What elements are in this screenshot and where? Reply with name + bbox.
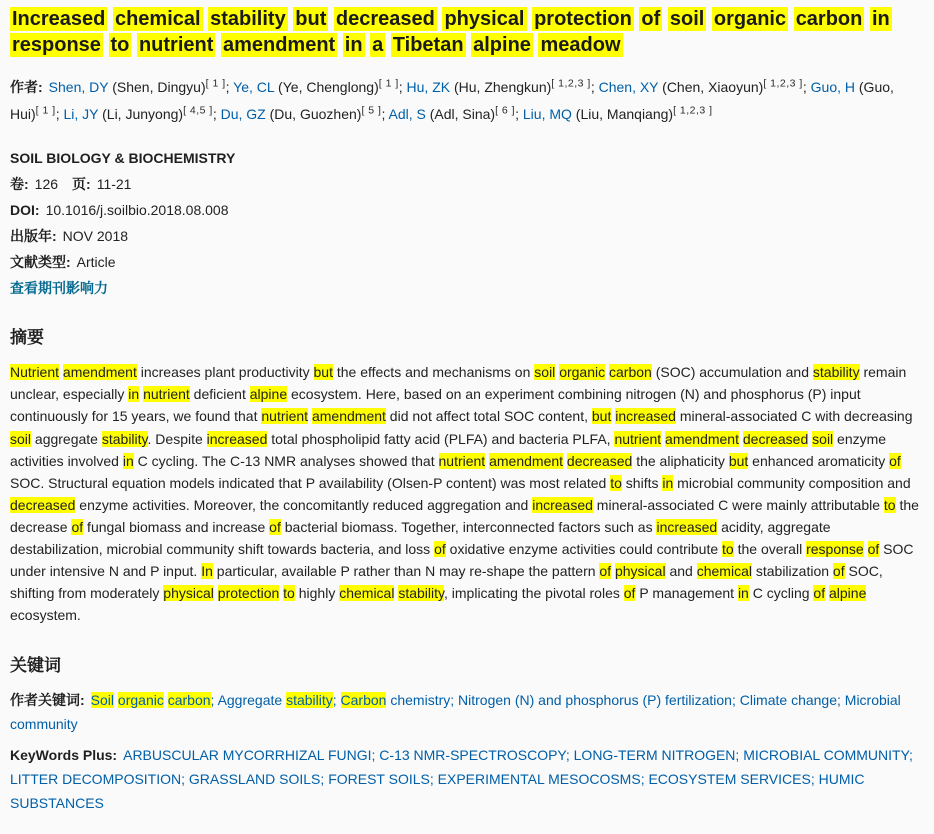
author-link[interactable]: Hu, ZK: [406, 79, 451, 96]
keyword-separator: ;: [810, 771, 819, 788]
highlighted-text: alpine: [249, 386, 288, 403]
author-link[interactable]: Shen, DY: [48, 79, 109, 96]
plain-text: the aliphaticity: [632, 452, 729, 469]
plain-text: . Despite: [147, 430, 207, 447]
highlighted-text: Soil: [90, 691, 115, 708]
author-keyword-link[interactable]: [341, 692, 451, 708]
doc-type-value: Article: [76, 253, 116, 270]
keyword-separator: ;: [837, 691, 845, 708]
plain-text: mineral-associated C with decreasing: [675, 408, 913, 425]
highlighted-text: of: [813, 585, 826, 602]
plain-text: the effects and mechanisms on: [332, 364, 535, 381]
highlighted-text: increased: [206, 430, 268, 447]
highlighted-text: increased: [615, 408, 676, 425]
author-entries: Shen, DY (Shen, Dingyu)[ 1 ]; Ye, CL (Ye, Chenglong)[ 1 ]; Hu, ZK (Hu, Zhengkun)[ 1,2,3 ]; Chen, XY (Chen, Xiaoyun)[ 1,2,3 ]; Guo, H (Guo, Hui)[ 1 ]; Li, JY (Li, Junyong)[ 4,5 ]; Du, GZ (Du, Guozhen)[ 5 ]; Adl, S (Adl, Sina)[ 6 ]; Liu, MQ (Liu, Manqiang)[ 1,2,3 ]: [10, 77, 894, 122]
highlighted-text: in: [122, 452, 134, 469]
plain-text: fungal biomass and increase: [83, 518, 270, 535]
author-link[interactable]: Ye, CL: [233, 79, 275, 96]
author-link[interactable]: Adl, S: [388, 105, 426, 122]
highlighted-text: physical: [163, 585, 214, 602]
keywords-plus-link[interactable]: HUMIC SUBSTANCES: [10, 771, 865, 812]
title-word: meadow: [540, 34, 621, 57]
highlighted-text: decreased: [566, 452, 633, 469]
plain-text: SOC. Structural equation models indicated that P availability (Olsen-P content) was most related: [10, 474, 611, 491]
highlighted-text: soil: [812, 430, 834, 447]
highlighted-text: of: [599, 563, 612, 580]
plain-text: deficient: [189, 386, 250, 403]
highlighted-text: but: [313, 364, 333, 381]
highlighted-text: Carbon: [340, 691, 387, 708]
highlighted-text: stability: [812, 364, 860, 381]
highlighted-text: to: [722, 541, 734, 558]
highlighted-text: of: [434, 541, 446, 558]
plain-text: enhanced aromaticity: [748, 452, 890, 469]
author-affiliation-superscript: [ 6 ]: [495, 104, 516, 117]
keyword-separator: ;: [565, 747, 574, 764]
plain-text: shifts: [621, 474, 663, 491]
keyword-separator: ;: [320, 771, 329, 788]
highlighted-text: chemical: [339, 585, 395, 602]
keywords-plus-link[interactable]: EXPERIMENTAL MESOCOSMS: [437, 771, 641, 788]
title-word: decreased: [335, 8, 435, 30]
author-affiliation-superscript: [ 1 ]: [35, 104, 56, 117]
keywords-plus-link[interactable]: MICROBIAL COMMUNITY: [743, 747, 910, 764]
highlighted-text: response: [806, 541, 864, 558]
journal-info: [10, 148, 920, 299]
plain-text: the decrease: [10, 496, 919, 535]
author-link[interactable]: Li, JY: [63, 105, 99, 122]
keywords-plus-link[interactable]: ARBUSCULAR MYCORRHIZAL FUNGI: [123, 747, 372, 764]
keywords-plus-row: [10, 744, 920, 815]
keywords-plus-label: KeyWords Plus:: [10, 747, 118, 764]
plain-text: C cycling: [748, 585, 814, 602]
keyword-separator: ;: [181, 771, 189, 788]
author-affiliation-superscript: [ 1 ]: [378, 77, 399, 90]
keywords-plus-link[interactable]: C-13 NMR-SPECTROSCOPY: [379, 747, 566, 764]
plain-text: acidity, aggregate destabilization, microbial community shift towards bacteria, and loss: [10, 518, 831, 558]
title-word: Tibetan: [392, 34, 464, 57]
highlighted-text: nutrient: [614, 430, 662, 447]
highlighted-text: amendment: [489, 452, 564, 469]
plain-text: ecosystem. Here, based on an experiment combining nitrogen (N) and phosphorus (P) input continuously for 15 years, we found that: [10, 386, 861, 425]
highlighted-text: Nutrient: [10, 364, 60, 381]
abstract-text: [10, 361, 920, 626]
title-word: but: [295, 8, 327, 30]
author-affiliation-superscript: [ 1,2,3 ]: [763, 77, 803, 90]
highlighted-text: protection: [217, 585, 280, 602]
highlighted-text: of: [623, 585, 636, 602]
highlighted-text: physical: [614, 563, 666, 580]
pages-label: 页:: [72, 175, 91, 192]
author-link[interactable]: Liu, MQ: [522, 105, 572, 122]
plain-text: Aggregate: [217, 691, 287, 708]
author-list: [10, 75, 920, 128]
author-link[interactable]: Chen, XY: [598, 79, 659, 96]
title-word: in: [344, 34, 363, 57]
highlighted-text: to: [883, 496, 896, 513]
plain-text: the overall: [733, 541, 807, 558]
title-word: organic: [713, 8, 787, 30]
doc-type-row: [10, 252, 920, 273]
pages-value: 11-21: [96, 175, 132, 192]
doc-type-label: 文献类型:: [10, 253, 71, 270]
plain-text: P management: [635, 585, 738, 602]
volume-pages-row: [10, 174, 920, 195]
keyword-separator: ;: [909, 747, 913, 764]
keywords-plus-link[interactable]: LONG-TERM NITROGEN: [573, 747, 736, 764]
plain-text: oxidative enzyme activities could contribute: [445, 541, 723, 558]
highlighted-text: soil: [534, 364, 556, 381]
highlighted-text: in: [737, 585, 749, 602]
plain-text: particular, available P rather than N may re-shape the pattern: [212, 563, 600, 580]
keyword-separator: ;: [640, 771, 649, 788]
plain-text: microbial community composition and: [673, 474, 911, 491]
keyword-separator: ;: [429, 771, 438, 788]
highlighted-text: of: [832, 563, 845, 580]
author-keyword-link[interactable]: [91, 692, 211, 708]
highlighted-text: to: [283, 585, 295, 602]
authors-label: 作者:: [10, 79, 43, 96]
keywords-plus-link[interactable]: GRASSLAND SOILS: [188, 771, 321, 788]
author-keywords-row: [10, 689, 920, 737]
highlighted-text: but: [728, 452, 749, 469]
plain-text: enzyme activities involved: [10, 430, 887, 469]
highlighted-text: stability: [398, 585, 444, 602]
title-word: stability: [210, 8, 286, 30]
highlighted-text: nutrient: [261, 408, 309, 425]
plain-text: total phospholipid fatty acid (PLFA) and bacteria PLFA,: [267, 430, 615, 447]
highlighted-text: decreased: [10, 496, 76, 513]
volume-label: 卷:: [10, 175, 29, 192]
plain-text: , implicating the pivotal roles: [444, 585, 624, 602]
highlighted-text: in: [662, 474, 674, 491]
highlighted-text: of: [71, 518, 84, 535]
highlighted-text: nutrient: [438, 452, 486, 469]
highlighted-text: but: [591, 408, 612, 425]
plain-text: SOC, shifting from moderately: [10, 563, 883, 602]
author-affiliation-superscript: [ 1,2,3 ]: [551, 77, 591, 90]
keywords-plus-link[interactable]: FOREST SOILS: [328, 771, 430, 788]
journal-name: SOIL BIOLOGY & BIOCHEMISTRY: [10, 149, 236, 166]
title-word: physical: [444, 8, 525, 30]
plain-text: did not affect total SOC content,: [385, 408, 592, 425]
author-affiliation-superscript: [ 4,5 ]: [183, 104, 213, 117]
highlighted-text: stability: [101, 430, 148, 447]
highlighted-text: organic: [117, 691, 164, 708]
keywords-plus-link[interactable]: LITTER DECOMPOSITION: [10, 771, 182, 788]
keyword-separator: ;: [210, 691, 218, 708]
highlighted-text: increased: [532, 496, 593, 513]
title-word: protection: [534, 8, 632, 30]
title-word: Increased: [12, 8, 106, 30]
title-word: alpine: [473, 34, 531, 57]
highlighted-text: increased: [656, 518, 718, 535]
plain-text: Climate change: [739, 691, 837, 708]
highlighted-text: alpine: [829, 585, 867, 602]
title-word: carbon: [795, 8, 863, 30]
keywords-heading: 关键词: [10, 655, 61, 675]
plain-text: Microbial community: [10, 691, 901, 732]
highlighted-text: of: [867, 541, 880, 558]
plain-text: chemistry: [386, 691, 451, 708]
highlighted-text: organic: [559, 364, 606, 381]
plain-text: remain unclear, especially: [10, 364, 907, 403]
pub-year-value: NOV 2018: [62, 227, 129, 244]
plain-text: (SOC) accumulation and: [651, 364, 813, 381]
highlighted-text: carbon: [609, 364, 652, 381]
author-affiliation-superscript: [ 1,2,3 ]: [673, 104, 713, 117]
highlighted-text: chemical: [696, 563, 752, 580]
keyword-separator: ;: [735, 747, 744, 764]
volume-value: 126: [34, 175, 59, 192]
highlighted-text: to: [610, 474, 622, 491]
author-keyword-links: [10, 692, 901, 732]
doi-value: 10.1016/j.soilbio.2018.08.008: [45, 201, 229, 218]
highlighted-text: amendment: [665, 430, 739, 447]
title-word: a: [372, 34, 384, 57]
highlighted-text: amendment: [62, 364, 137, 381]
plain-text: and: [665, 563, 697, 580]
title-word: nutrient: [138, 34, 214, 57]
author-keyword-link[interactable]: [458, 692, 732, 708]
keywords-plus-links: [10, 747, 913, 811]
highlighted-text: soil: [10, 430, 32, 447]
highlighted-text: of: [269, 518, 281, 535]
pub-year-label: 出版年:: [10, 227, 57, 244]
title-word: chemical: [114, 8, 201, 30]
author-keywords-label: 作者关键词:: [10, 691, 85, 708]
plain-text: mineral-associated C were mainly attributable: [592, 496, 884, 513]
highlighted-text: of: [889, 452, 901, 469]
impact-row: [10, 278, 920, 299]
title-word: response: [12, 34, 101, 57]
author-keyword-link[interactable]: [218, 692, 333, 708]
doi-label: DOI:: [10, 201, 40, 218]
keyword-separator: ;: [450, 691, 459, 708]
title-word: of: [641, 8, 661, 30]
plain-text: ecosystem.: [10, 607, 81, 624]
keyword-separator: ;: [731, 691, 740, 708]
author-link[interactable]: Du, GZ: [220, 105, 266, 122]
plain-text: highly: [294, 585, 340, 602]
highlighted-text: carbon: [167, 691, 211, 708]
plain-text: bacterial biomass. Together, interconnected factors such as: [280, 518, 657, 535]
abstract-heading: 摘要: [10, 327, 44, 347]
author-affiliation-superscript: [ 5 ]: [361, 104, 382, 117]
plain-text: enzyme activities. Moreover, the concomitantly reduced aggregation and: [75, 496, 533, 513]
plain-text: Nitrogen (N) and phosphorus (P) fertilization: [458, 691, 732, 708]
highlighted-text: in: [128, 386, 140, 403]
title-word: to: [110, 34, 130, 57]
author-affiliation-superscript: [ 1 ]: [205, 77, 226, 90]
highlighted-text: decreased: [742, 430, 809, 447]
doi-row: [10, 200, 920, 221]
keyword-separator: ;: [332, 691, 341, 708]
highlighted-text: In: [201, 563, 213, 580]
plain-text: [864, 541, 868, 557]
pub-year-row: [10, 226, 920, 247]
plain-text: SOC under intensive N and P input.: [10, 541, 914, 580]
article-title: [10, 6, 920, 59]
title-word: amendment: [222, 34, 336, 57]
keyword-separator: ;: [371, 747, 380, 764]
title-word: in: [871, 8, 890, 30]
highlighted-text: stability: [286, 691, 333, 708]
plain-text: aggregate: [31, 430, 102, 447]
plain-text: stabilization: [751, 563, 833, 580]
highlighted-text: amendment: [311, 408, 386, 425]
plain-text: increases plant productivity: [136, 364, 314, 381]
author-link[interactable]: Guo, H: [810, 79, 855, 96]
view-journal-impact-link[interactable]: 查看期刊影响力: [10, 279, 108, 296]
highlighted-text: nutrient: [143, 386, 190, 403]
keywords-plus-link[interactable]: ECOSYSTEM SERVICES: [648, 771, 811, 788]
author-keyword-link[interactable]: [740, 692, 837, 708]
plain-text: C cycling. The C-13 NMR analyses showed that: [133, 452, 439, 469]
title-word: soil: [669, 8, 705, 30]
